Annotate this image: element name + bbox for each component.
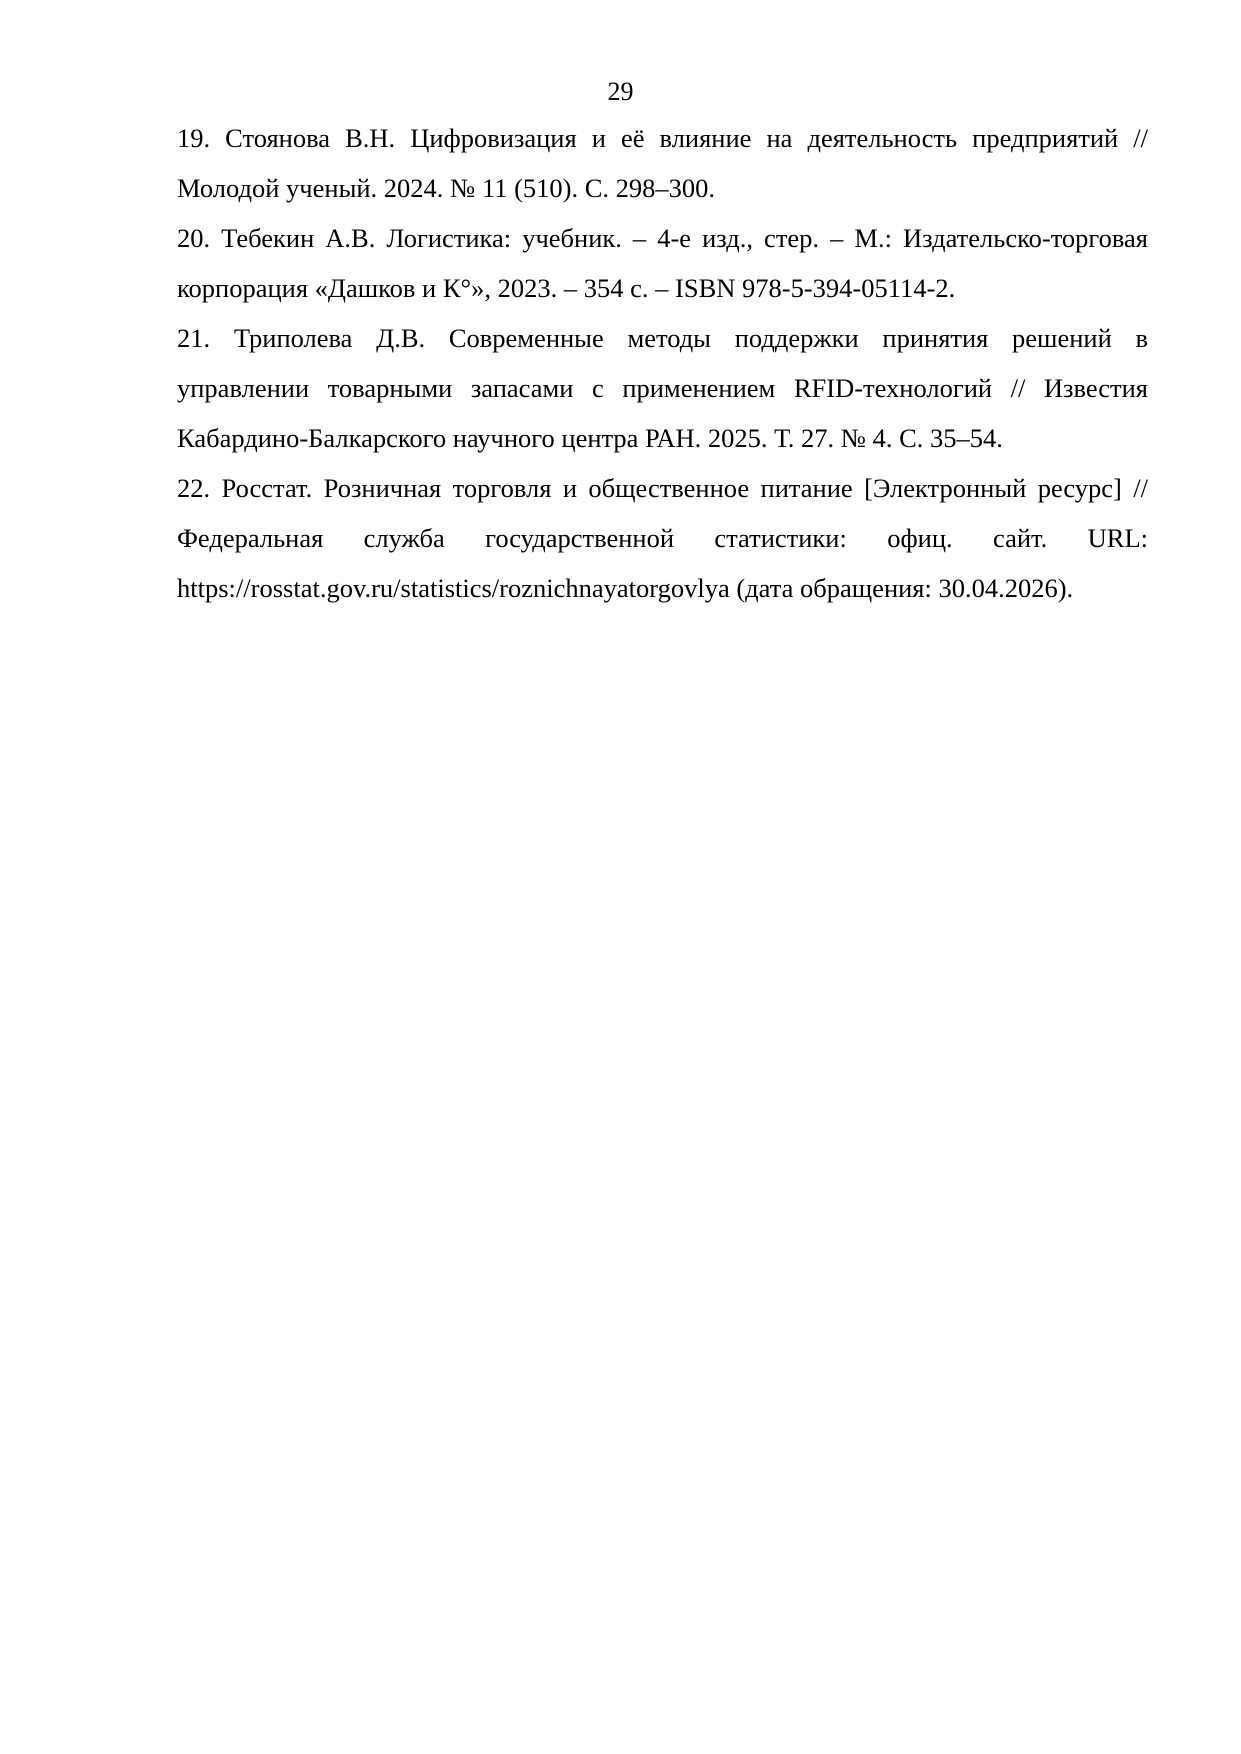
reference-entry-20: 20. Тебекин А.В. Логистика: учебник. – 4-е изд., стер. – М.: Издательско-торговая корпорация «Дашков и К°», 2023. – 354 с. – ISBN 978-5-394-05114-2.	[177, 223, 1148, 303]
reference-entry-21: 21. Триполева Д.В. Современные методы поддержки принятия решений в управлении товарными запасами с применением RFID-технологий // Известия Кабардино-Балкарского научного центра РАН. 2025. Т. 27. № 4. С. 35–54.	[177, 323, 1148, 453]
reference-list	[177, 113, 1148, 613]
page-number: 29	[607, 77, 634, 106]
reference-entry-19: 19. Стоянова В.Н. Цифровизация и её влияние на деятельность предприятий // Молодой ученый. 2024. № 11 (510). С. 298–300.	[177, 123, 1148, 203]
reference-entry-22: 22. Росстат. Розничная торговля и общественное питание [Электронный ресурс] // Федеральная служба государственной статистики: офиц. сайт. URL: https://rosstat.gov.ru/statistics/roznichnayatorgovlya (дата обращения: 30.04.2026).	[177, 473, 1148, 603]
